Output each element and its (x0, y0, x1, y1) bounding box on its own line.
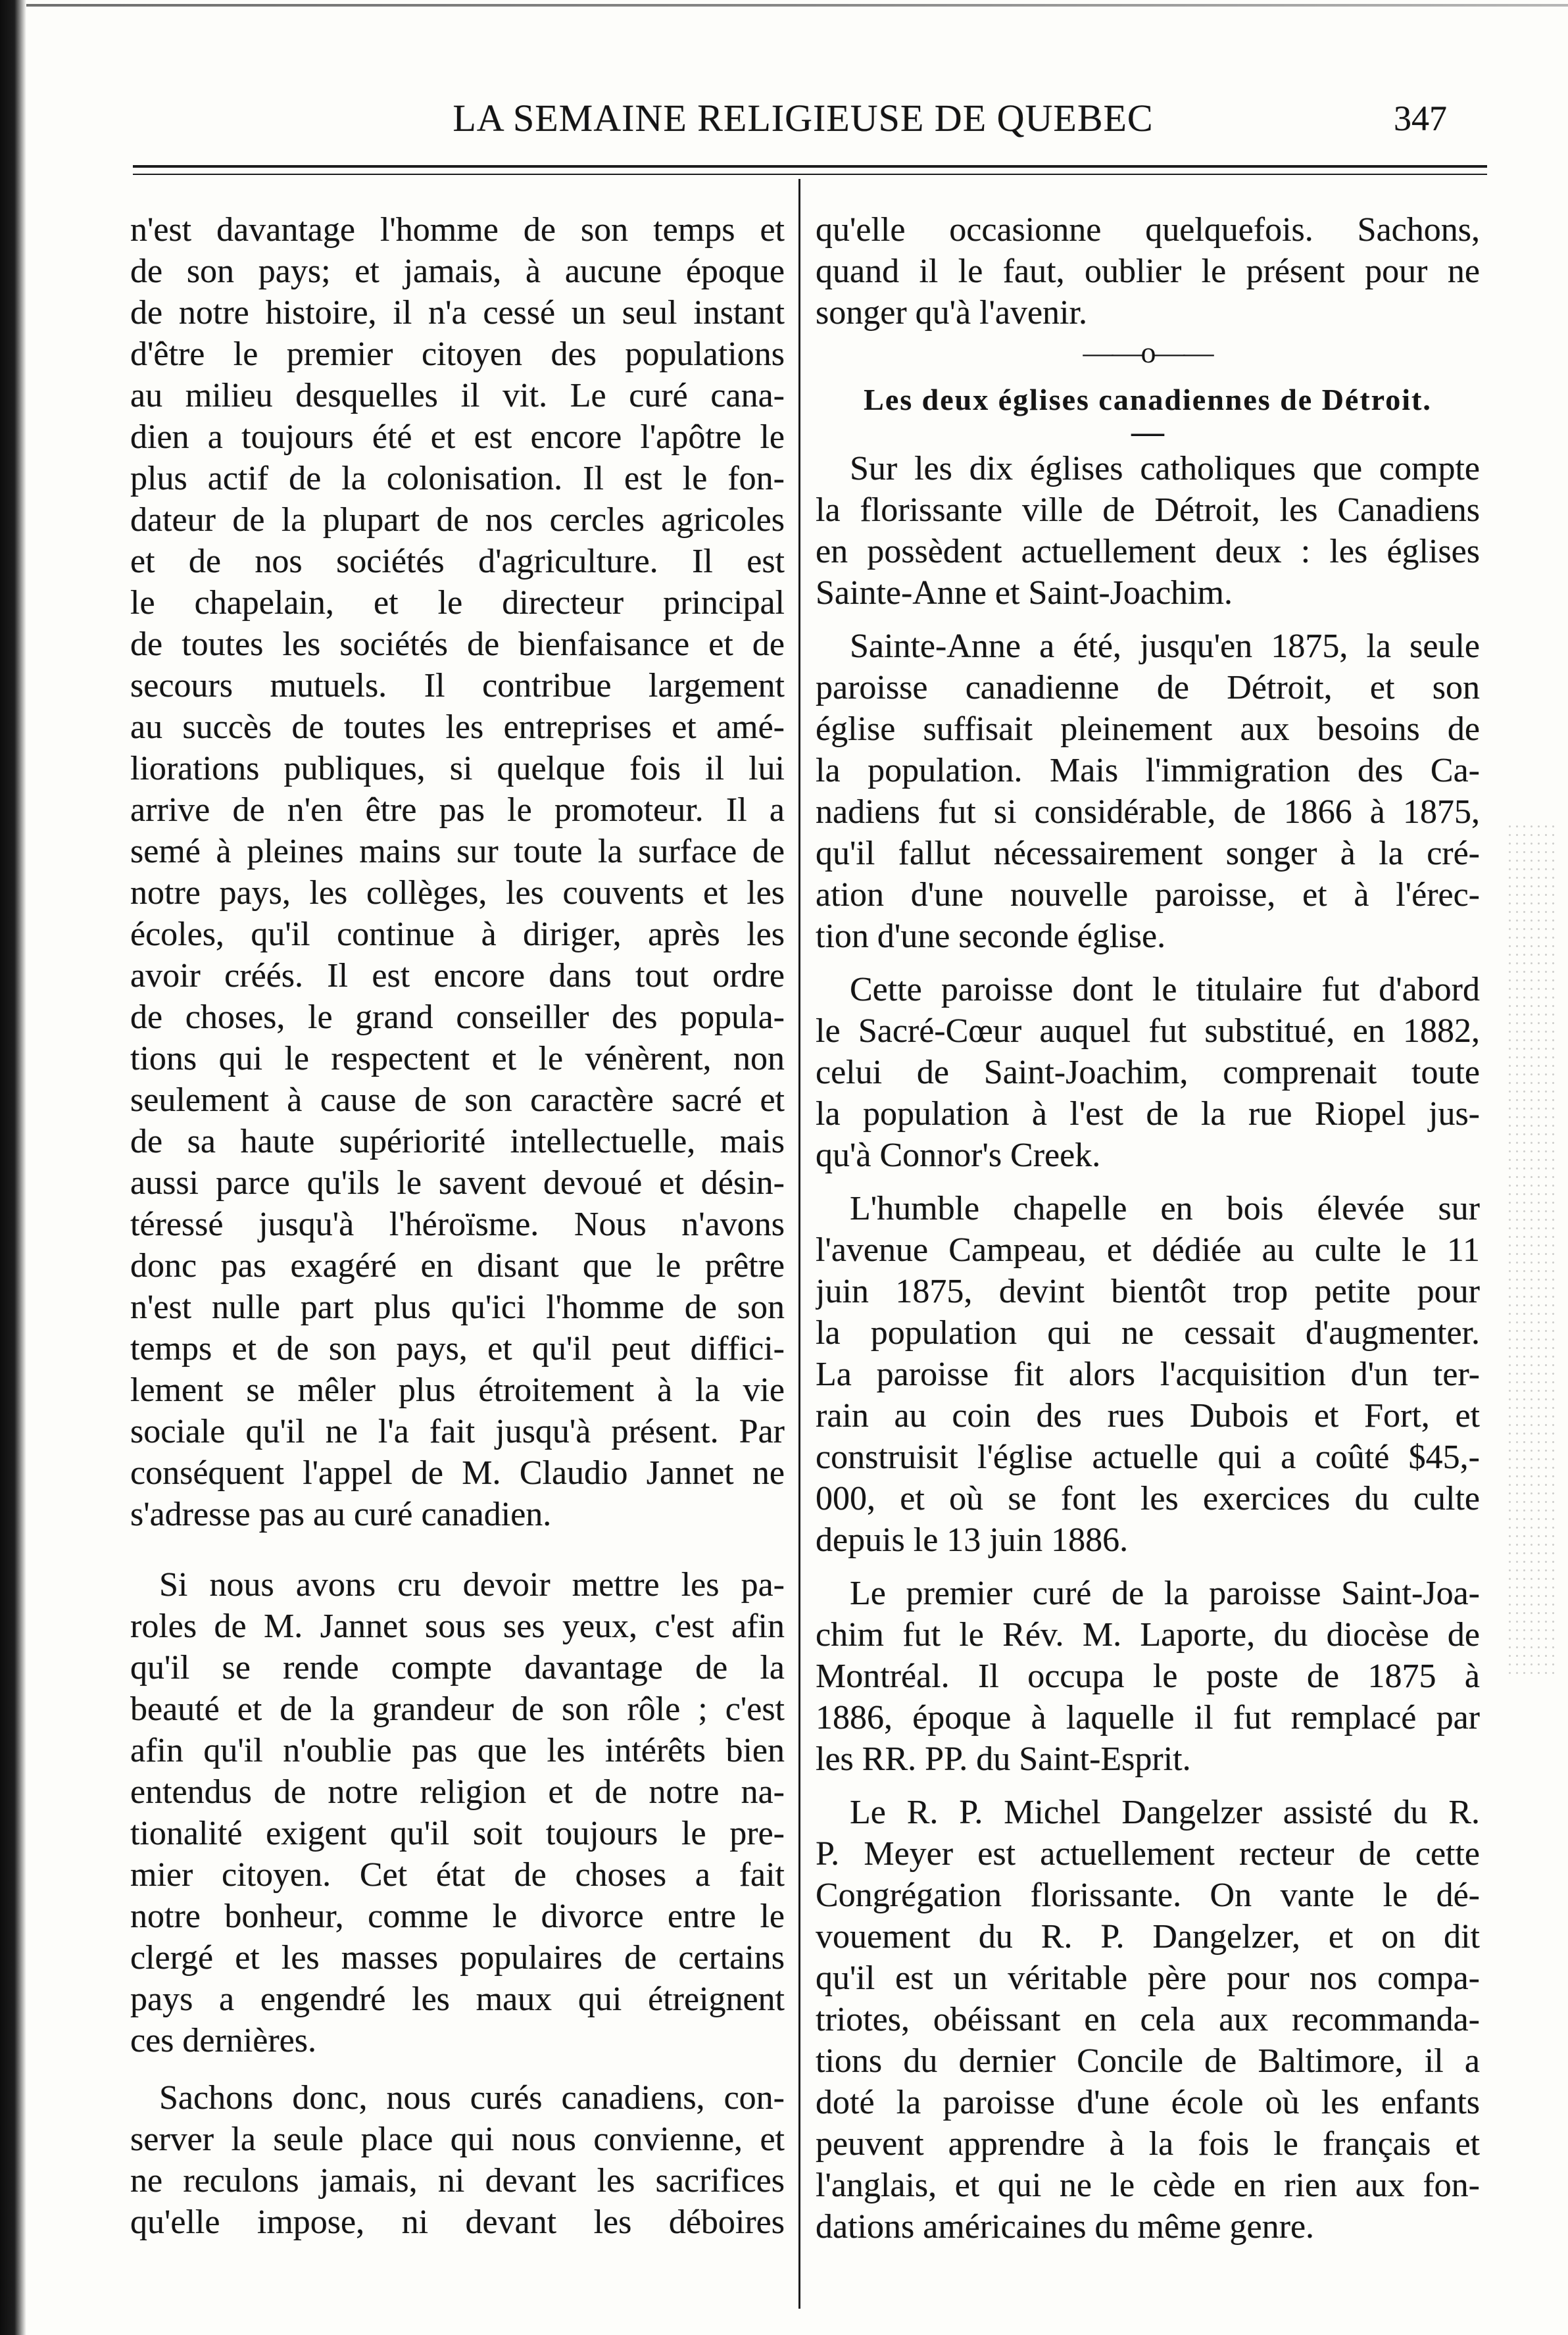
text-line: doté la paroisse d'une école où les enfants (816, 2084, 1480, 2121)
text-line: au milieu desquelles il vit. Le curé cana- (130, 377, 785, 414)
header-rule-bottom (133, 174, 1487, 175)
header-rule-top (133, 165, 1487, 168)
text-line: notre bonheur, comme le divorce entre le (130, 1898, 785, 1935)
text-line: qu'elle impose, ni devant les déboires (130, 2203, 785, 2241)
text-line: triotes, obéissant en cela aux recommanda- (816, 2001, 1480, 2038)
text-line: s'adresse pas au curé canadien. (130, 1496, 552, 1533)
paragraph (130, 1564, 785, 2061)
text-line: d'être le premier citoyen des populations (130, 335, 785, 373)
column-separator (798, 179, 800, 2309)
text-line: ces dernières. (130, 2022, 316, 2059)
paragraph (816, 969, 1480, 1176)
text-line: Sainte-Anne a été, jusqu'en 1875, la seule (850, 627, 1480, 665)
text-line: tionalité exigent qu'il soit toujours le pre- (130, 1815, 785, 1852)
text-line: de toutes les sociétés de bienfaisance et de (130, 626, 785, 663)
text-line: la florissante ville de Détroit, les Canadiens (816, 491, 1480, 529)
section-divider: ——o—— (1083, 335, 1213, 369)
text-line: L'humble chapelle en bois élevée sur (850, 1190, 1480, 1227)
text-line: aussi parce qu'ils le savent devoué et désin- (130, 1164, 785, 1202)
text-line: seulement à cause de son caractère sacré et (130, 1081, 785, 1119)
text-line: l'avenue Campeau, et dédiée au culte le 11 (816, 1231, 1480, 1269)
text-line: qu'il est un véritable père pour nos compa- (816, 1959, 1480, 1997)
text-line: pays a engendré les maux qui étreignent (130, 1980, 785, 2018)
paragraph (816, 1792, 1480, 2248)
text-line: entendus de notre religion et de notre na- (130, 1773, 785, 1811)
text-line: conséquent l'appel de M. Claudio Jannet ne (130, 1454, 785, 1492)
text-line: 000, et où se font les exercices du culte (816, 1480, 1480, 1517)
text-line: dateur de la plupart de nos cercles agricoles (130, 501, 785, 539)
text-line: tion d'une seconde église. (816, 918, 1166, 955)
text-line: avoir créés. Il est encore dans tout ordre (130, 957, 785, 995)
text-line: la population à l'est de la rue Riopel jus- (816, 1095, 1480, 1133)
text-line: téressé jusqu'à l'héroïsme. Nous n'avons (130, 1206, 785, 1243)
text-line: qu'il se rende compte davantage de la (130, 1649, 785, 1686)
text-line: le Sacré-Cœur auquel fut substitué, en 1882, (816, 1012, 1480, 1050)
text-line: rain au coin des rues Dubois et Fort, et (816, 1397, 1480, 1435)
text-line: ation d'une nouvelle paroisse, et à l'érec- (816, 876, 1480, 914)
text-line: mier citoyen. Cet état de choses a fait (130, 1856, 785, 1894)
heading-dash: — (1131, 413, 1164, 450)
text-line: les RR. PP. du Saint-Esprit. (816, 1740, 1191, 1778)
text-line: de sa haute supériorité intellectuelle, mais (130, 1123, 785, 1160)
text-line: plus actif de la colonisation. Il est le fon- (130, 460, 785, 497)
text-line: songer qu'à l'avenir. (816, 294, 1087, 332)
section-heading: Les deux églises canadiennes de Détroit. (864, 383, 1432, 416)
text-line: Sainte-Anne et Saint-Joachim. (816, 574, 1233, 612)
text-line: celui de Saint-Joachim, comprenait toute (816, 1054, 1480, 1091)
text-line: Montréal. Il occupa le poste de 1875 à (816, 1658, 1480, 1695)
text-line: paroisse canadienne de Détroit, et son (816, 669, 1480, 706)
text-line: de choses, le grand conseiller des popula- (130, 998, 785, 1036)
left-column (130, 209, 785, 2243)
page-number: 347 (1394, 99, 1447, 138)
text-line: tions qui le respectent et le vénèrent, non (130, 1040, 785, 1077)
text-line: la population qui ne cessait d'augmenter. (816, 1314, 1480, 1352)
text-line: Cette paroisse dont le titulaire fut d'abord (850, 971, 1480, 1008)
text-line: construisit l'église actuelle qui a coûté $45,- (816, 1438, 1480, 1476)
text-line: semé à pleines mains sur toute la surface de (130, 833, 785, 870)
text-line: la population. Mais l'immigration des Ca- (816, 752, 1480, 789)
text-line: Si nous avons cru devoir mettre les pa- (159, 1566, 785, 1604)
paragraph (816, 1188, 1480, 1561)
text-line: La paroisse fit alors l'acquisition d'un ter- (816, 1356, 1480, 1393)
text-line: dations américaines du même genre. (816, 2208, 1315, 2246)
text-line: dien a toujours été et est encore l'apôtre le (130, 418, 785, 456)
right-column (816, 209, 1480, 2248)
text-line: église suffisait pleinement aux besoins de (816, 710, 1480, 748)
text-line: secours mutuels. Il contribue largement (130, 667, 785, 704)
text-line: server la seule place qui nous convienne, et (130, 2121, 785, 2158)
text-line: n'est davantage l'homme de son temps et (130, 211, 785, 249)
text-line: qu'à Connor's Creek. (816, 1137, 1101, 1174)
paragraph (816, 448, 1480, 614)
text-line: de son pays; et jamais, à aucune époque (130, 253, 785, 290)
text-line: tions du dernier Concile de Baltimore, il a (816, 2042, 1480, 2080)
text-line: notre pays, les collèges, les couvents et les (130, 874, 785, 912)
text-line: liorations publiques, si quelque fois il lui (130, 750, 785, 787)
text-line: juin 1875, devint bientôt trop petite pour (816, 1273, 1480, 1310)
text-line: peuvent apprendre à la fois le français et (816, 2125, 1480, 2163)
text-line: quand il le faut, oublier le présent pour ne (816, 253, 1480, 290)
paragraph (130, 209, 785, 1535)
text-line: roles de M. Jannet sous ses yeux, c'est afin (130, 1608, 785, 1645)
text-line: de notre histoire, il n'a cessé un seul instant (130, 294, 785, 332)
text-line: en possèdent actuellement deux : les églises (816, 533, 1480, 570)
text-line: et de nos sociétés d'agriculture. Il est (130, 543, 785, 580)
text-line: temps et de son pays, et qu'il peut diffici- (130, 1330, 785, 1367)
text-line: Sur les dix églises catholiques que compte (850, 450, 1480, 487)
text-line: le chapelain, et le directeur principal (130, 584, 785, 622)
paragraph (816, 1573, 1480, 1780)
text-line: sociale qu'il ne l'a fait jusqu'à présent. Par (130, 1413, 785, 1450)
text-line: afin qu'il n'oublie pas que les intérêts bien (130, 1732, 785, 1769)
text-line: au succès de toutes les entreprises et amé- (130, 708, 785, 746)
text-line: n'est nulle part plus qu'ici l'homme de son (130, 1289, 785, 1326)
running-header-title: LA SEMAINE RELIGIEUSE DE QUEBEC (453, 97, 1154, 139)
text-line: depuis le 13 juin 1886. (816, 1521, 1129, 1559)
text-line: qu'elle occasionne quelquefois. Sachons, (816, 211, 1480, 249)
left-column-body (130, 209, 785, 2243)
text-line: P. Meyer est actuellement recteur de cette (816, 1835, 1480, 1873)
paragraph (130, 2077, 785, 2243)
text-line: donc pas exagéré en disant que le prêtre (130, 1247, 785, 1285)
text-line: nadiens fut si considérable, de 1866 à 1875, (816, 793, 1480, 831)
continued-paragraph (816, 209, 1480, 333)
text-line: vouement du R. P. Dangelzer, et on dit (816, 1918, 1480, 1955)
scan-speckle (1506, 822, 1559, 1677)
scan-top-edge (26, 4, 1568, 7)
text-line: 1886, époque à laquelle il fut remplacé par (816, 1699, 1480, 1736)
text-line: qu'il fallut nécessairement songer à la cré- (816, 835, 1480, 872)
text-line: beauté et de la grandeur de son rôle ; c'est (130, 1690, 785, 1728)
text-line: l'anglais, et qui ne le cède en rien aux fon- (816, 2167, 1480, 2204)
text-line: écoles, qu'il continue à diriger, après les (130, 916, 785, 953)
text-line: chim fut le Rév. M. Laporte, du diocèse de (816, 1616, 1480, 1654)
text-line: Le R. P. Michel Dangelzer assisté du R. (850, 1794, 1480, 1831)
text-line: Sachons donc, nous curés canadiens, con- (159, 2079, 785, 2117)
text-line: arrive de n'en être pas le promoteur. Il a (130, 791, 785, 829)
text-line: Le premier curé de la paroisse Saint-Joa- (850, 1575, 1480, 1612)
text-line: clergé et les masses populaires de certains (130, 1939, 785, 1977)
text-line: lement se mêler plus étroitement à la vie (130, 1371, 785, 1409)
article-body (816, 448, 1480, 2248)
text-line: ne reculons jamais, ni devant les sacrifices (130, 2162, 785, 2200)
text-line: Congrégation florissante. On vante le dé- (816, 1877, 1480, 1914)
scan-binding-edge (0, 0, 26, 2335)
paragraph (816, 626, 1480, 957)
